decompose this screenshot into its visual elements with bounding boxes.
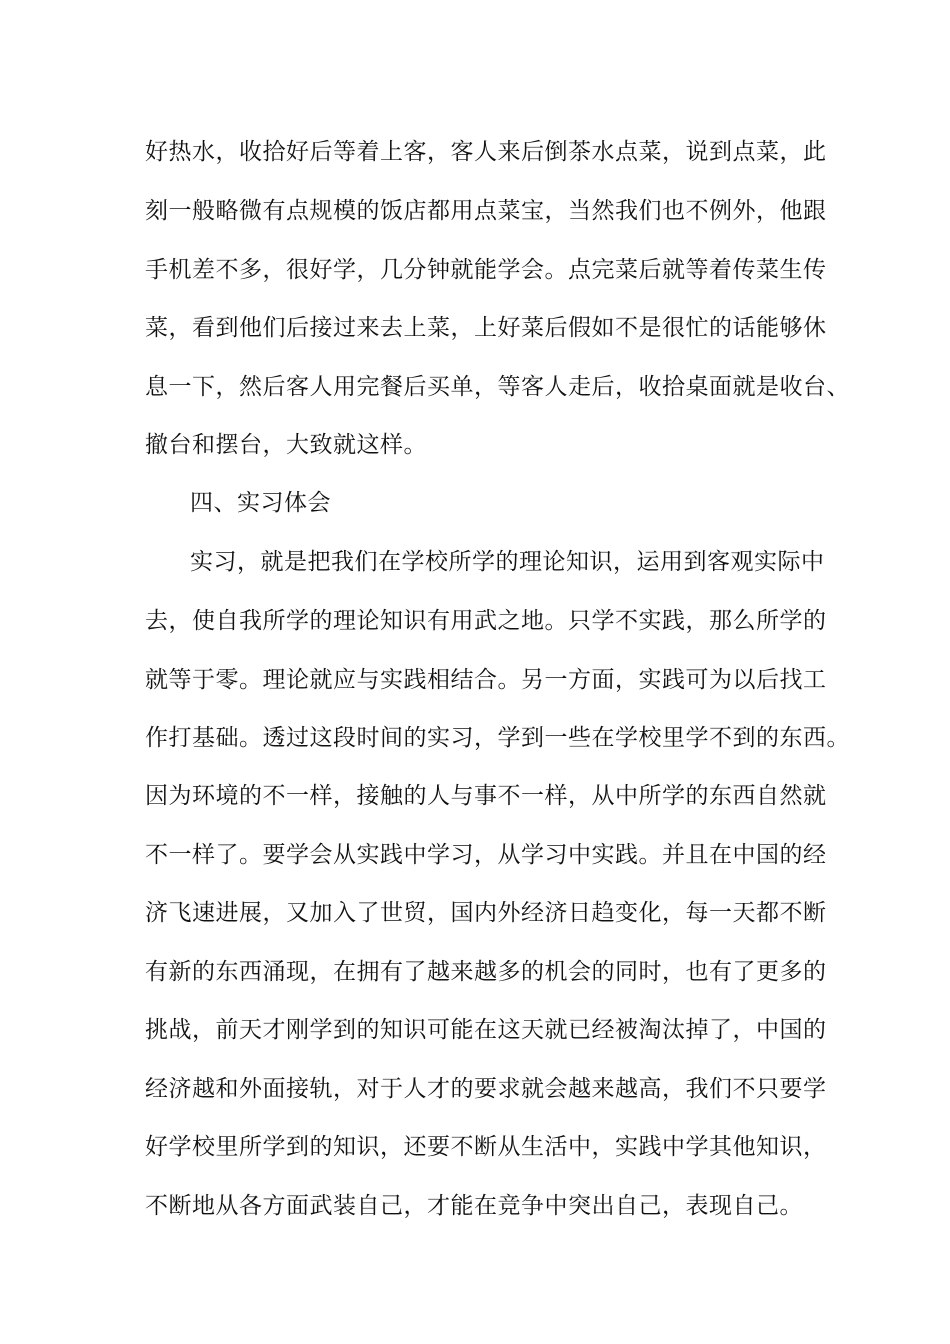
paragraph-line: 菜，看到他们后接过来去上菜，上好菜后假如不是很忙的话能够休 bbox=[145, 315, 827, 341]
paragraph-line: 就等于零。理论就应与实践相结合。另一方面，实践可为以后找工 bbox=[145, 667, 827, 693]
paragraph-line: 好学校里所学到的知识，还要不断从生活中，实践中学其他知识， bbox=[145, 1134, 827, 1160]
paragraph-line: 不断地从各方面武装自己，才能在竞争中突出自己，表现自己。 bbox=[145, 1193, 803, 1219]
paragraph-line: 刻一般略微有点规模的饭店都用点菜宝，当然我们也不例外，他跟 bbox=[145, 198, 827, 224]
paragraph-line: 去，使自我所学的理论知识有用武之地。只学不实践，那么所学的 bbox=[145, 608, 827, 634]
paragraph-line: 济飞速进展，又加入了世贸，国内外经济日趋变化，每一天都不断 bbox=[145, 900, 827, 926]
paragraph-line: 经济越和外面接轨，对于人才的要求就会越来越高，我们不只要学 bbox=[145, 1076, 827, 1102]
paragraph-line: 有新的东西涌现，在拥有了越来越多的机会的同时，也有了更多的 bbox=[145, 959, 827, 985]
paragraph-line: 手机差不多，很好学，几分钟就能学会。点完菜后就等着传菜生传 bbox=[145, 257, 827, 283]
paragraph-line: 挑战，前天才刚学到的知识可能在这天就已经被淘汰掉了，中国的 bbox=[145, 1017, 827, 1043]
paragraph-line: 息一下，然后客人用完餐后买单，等客人走后，收拾桌面就是收台、 bbox=[145, 374, 850, 400]
section-heading: 四、实习体会 bbox=[190, 490, 331, 516]
paragraph-line: 因为环境的不一样，接触的人与事不一样，从中所学的东西自然就 bbox=[145, 783, 827, 809]
paragraph-line: 作打基础。透过这段时间的实习，学到一些在学校里学不到的东西。 bbox=[145, 725, 850, 751]
paragraph-line: 不一样了。要学会从实践中学习，从学习中实践。并且在中国的经 bbox=[145, 842, 827, 868]
paragraph-line: 好热水，收拾好后等着上客，客人来后倒茶水点菜，说到点菜，此 bbox=[145, 139, 827, 165]
paragraph-line: 撤台和摆台，大致就这样。 bbox=[145, 432, 427, 458]
paragraph-line: 实习，就是把我们在学校所学的理论知识，运用到客观实际中 bbox=[190, 549, 825, 575]
